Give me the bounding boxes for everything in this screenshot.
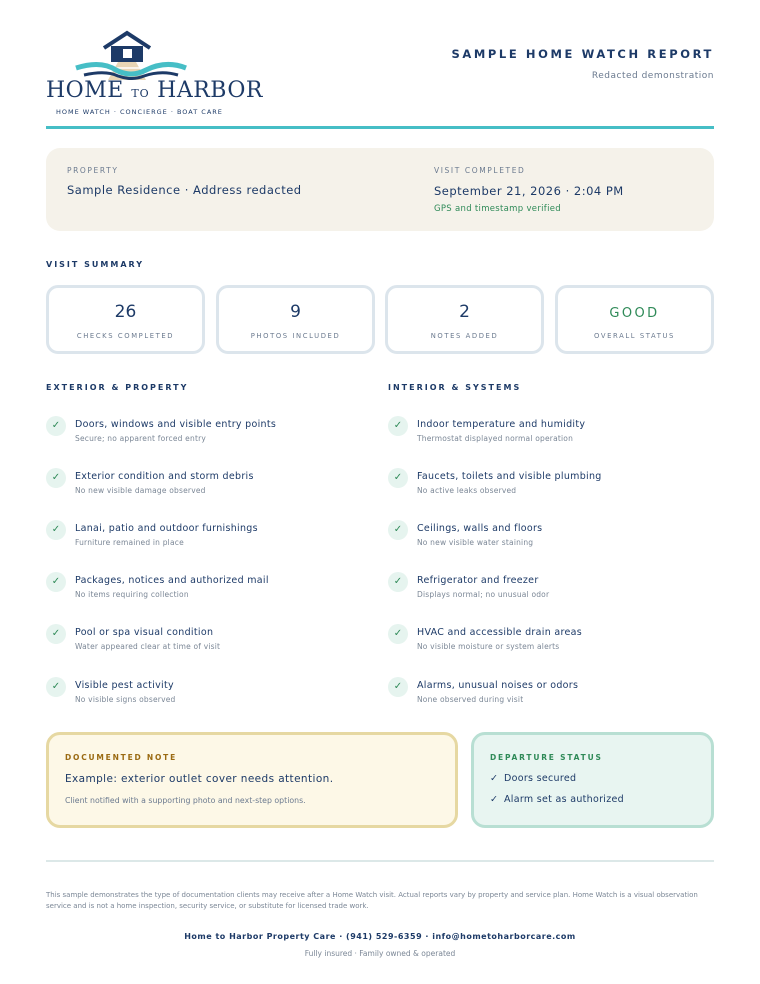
visit-completed-label: VISIT COMPLETED	[434, 166, 526, 175]
exterior-check-item	[46, 677, 366, 713]
check-title: Alarms, unusual noises or odors	[417, 680, 579, 691]
check-desc: None observed during visit	[417, 695, 524, 704]
check-icon: ✓	[46, 520, 66, 540]
departure-item-text: Alarm set as authorized	[504, 794, 625, 805]
interior-check-item	[388, 520, 708, 556]
note-title: Example: exterior outlet cover needs attention.	[65, 773, 334, 785]
report-header	[46, 28, 714, 128]
exterior-check-item	[46, 468, 366, 504]
check-title: Pool or spa visual condition	[75, 627, 214, 638]
check-desc: No items requiring collection	[75, 590, 189, 599]
check-desc: Secure; no apparent forced entry	[75, 434, 207, 443]
stat-label: NOTES ADDED	[430, 332, 499, 340]
report-title: SAMPLE HOME WATCH REPORT	[451, 47, 714, 61]
interior-check-item	[388, 624, 708, 660]
visit-completed-value: September 21, 2026 · 2:04 PM	[434, 184, 624, 198]
stat-checks-completed	[46, 285, 205, 354]
check-icon: ✓	[46, 416, 66, 436]
check-title: Faucets, toilets and visible plumbing	[417, 471, 602, 482]
check-title: Lanai, patio and outdoor furnishings	[75, 523, 258, 534]
interior-check-item	[388, 468, 708, 504]
stat-photos-included	[216, 285, 375, 354]
check-icon: ✓	[388, 468, 408, 488]
check-title: Doors, windows and visible entry points	[75, 419, 277, 430]
departure-item	[490, 794, 624, 805]
exterior-check-item	[46, 416, 366, 452]
check-desc: No active leaks observed	[417, 486, 517, 495]
check-icon: ✓	[490, 794, 499, 805]
header-divider	[46, 126, 714, 129]
gps-verified-text: GPS and timestamp verified	[434, 204, 561, 214]
check-icon: ✓	[388, 677, 408, 697]
check-desc: No new visible damage observed	[75, 486, 206, 495]
check-title: Indoor temperature and humidity	[417, 419, 586, 430]
interior-heading: INTERIOR & SYSTEMS	[388, 383, 522, 392]
check-icon: ✓	[46, 624, 66, 644]
check-icon: ✓	[388, 572, 408, 592]
check-desc: Water appeared clear at time of visit	[75, 642, 221, 651]
interior-check-item	[388, 572, 708, 608]
stat-overall-status	[555, 285, 714, 354]
check-desc: Thermostat displayed normal operation	[417, 434, 574, 443]
note-description: Client notified with a supporting photo and next-step options.	[65, 796, 306, 805]
stat-label: OVERALL STATUS	[594, 332, 675, 340]
stat-value: 2	[459, 302, 470, 322]
stat-label: CHECKS COMPLETED	[76, 332, 175, 340]
note-label: DOCUMENTED NOTE	[65, 753, 178, 762]
departure-label: DEPARTURE STATUS	[490, 753, 603, 762]
exterior-check-item	[46, 520, 366, 556]
contact-line: Home to Harbor Property Care · (941) 529-6359 · info@hometoharborcare.com	[184, 932, 576, 941]
interior-check-item	[388, 677, 708, 713]
exterior-check-item	[46, 572, 366, 608]
stat-value: 9	[290, 302, 301, 322]
check-icon: ✓	[46, 572, 66, 592]
stat-label: PHOTOS INCLUDED	[250, 332, 341, 340]
logo-tagline: HOME WATCH · CONCIERGE · BOAT CARE	[56, 108, 223, 116]
house-logo-icon	[46, 28, 216, 80]
property-value: Sample Residence · Address redacted	[67, 183, 302, 197]
check-desc: No visible moisture or system alerts	[417, 642, 560, 651]
departure-item	[490, 773, 576, 784]
check-icon: ✓	[388, 416, 408, 436]
footer-tagline: Fully insured · Family owned & operated	[304, 949, 456, 958]
stat-value: GOOD	[609, 306, 660, 321]
check-desc: Furniture remained in place	[75, 538, 184, 547]
property-card	[46, 148, 714, 231]
visit-summary-heading: VISIT SUMMARY	[46, 260, 145, 269]
check-icon: ✓	[46, 677, 66, 697]
departure-item-text: Doors secured	[504, 773, 577, 784]
company-logo	[46, 28, 263, 120]
property-label: PROPERTY	[67, 166, 119, 175]
logo-wordmark: HOME TO HARBOR	[46, 78, 263, 103]
departure-status-card	[471, 732, 714, 828]
documented-note-card	[46, 732, 458, 828]
check-desc: Displays normal; no unusual odor	[417, 590, 550, 599]
check-desc: No new visible water staining	[417, 538, 534, 547]
exterior-heading: EXTERIOR & PROPERTY	[46, 383, 189, 392]
exterior-check-item	[46, 624, 366, 660]
check-title: Exterior condition and storm debris	[75, 471, 254, 482]
disclaimer-text: This sample demonstrates the type of documentation clients may receive after a Home Watch visit. Actual reports vary by property and service plan. Home Watch is a visual observation service and is not a home inspection, security service, or substitute for licensed trade work.	[46, 891, 698, 910]
stat-value: 26	[114, 302, 137, 322]
check-title: Visible pest activity	[75, 680, 174, 691]
interior-check-item	[388, 416, 708, 452]
check-title: Ceilings, walls and floors	[417, 523, 543, 534]
check-icon: ✓	[490, 773, 499, 784]
check-title: HVAC and accessible drain areas	[417, 627, 582, 638]
report-subtitle: Redacted demonstration	[591, 71, 714, 81]
check-title: Packages, notices and authorized mail	[75, 575, 269, 586]
check-icon: ✓	[388, 624, 408, 644]
check-desc: No visible signs observed	[75, 695, 176, 704]
check-title: Refrigerator and freezer	[417, 575, 539, 586]
stat-notes-added	[385, 285, 544, 354]
check-icon: ✓	[46, 468, 66, 488]
check-icon: ✓	[388, 520, 408, 540]
footer-divider	[46, 860, 714, 862]
